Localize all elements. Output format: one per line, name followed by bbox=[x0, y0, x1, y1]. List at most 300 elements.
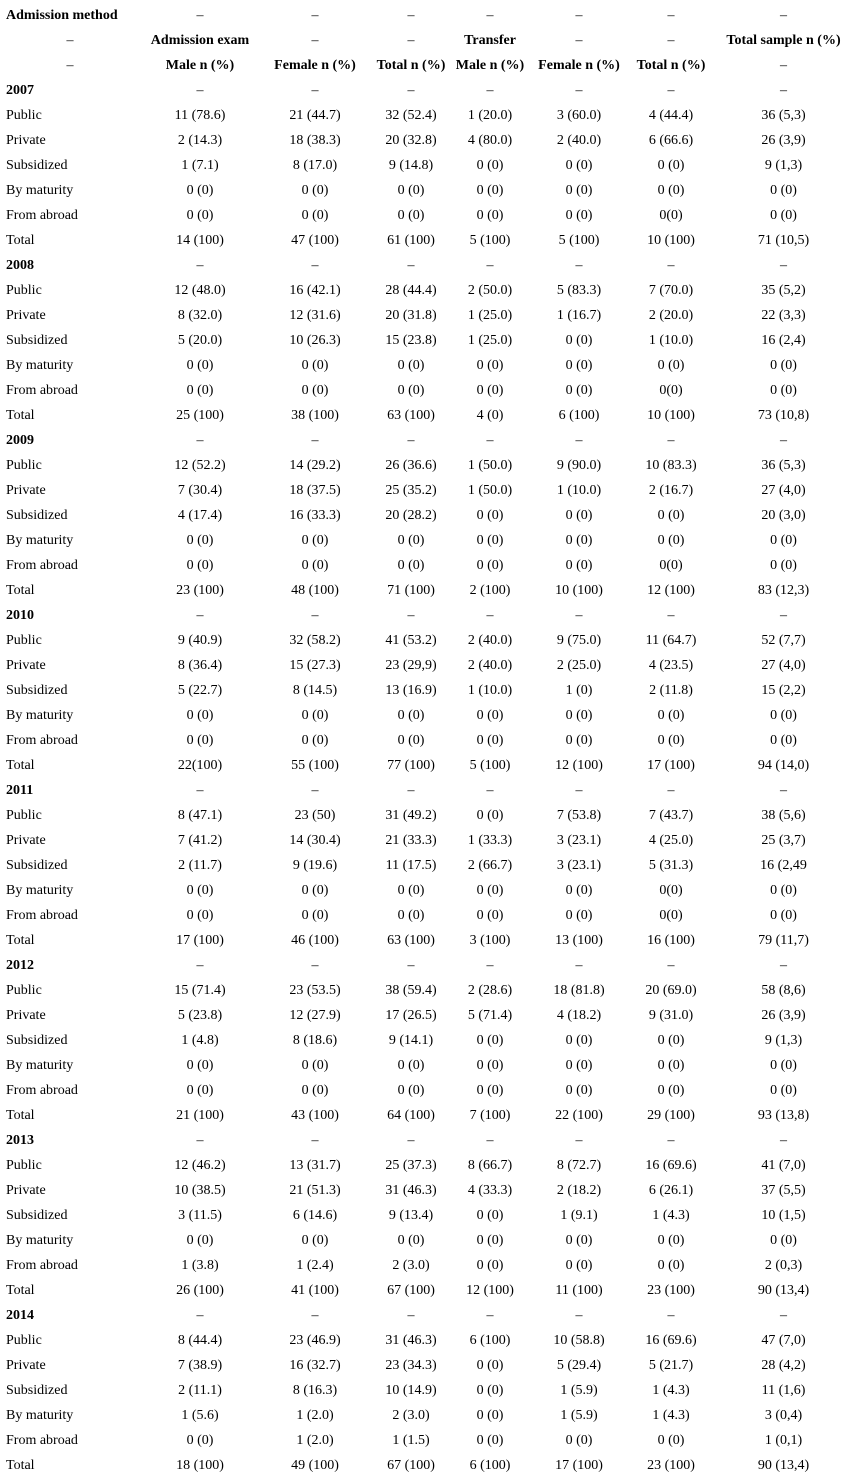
table-row bbox=[0, 178, 855, 203]
table-cell: 0 (0) bbox=[397, 208, 425, 223]
table-cell: 71 (100) bbox=[387, 583, 435, 598]
admissions-table-body bbox=[0, 3, 855, 1478]
table-cell: 29 (100) bbox=[647, 1108, 695, 1123]
table-cell: 0 (0) bbox=[301, 1233, 329, 1248]
header-cell: – bbox=[196, 8, 204, 23]
table-row bbox=[0, 1203, 855, 1228]
row-label-cell: Public bbox=[6, 1333, 42, 1348]
row-label-cell: From abroad bbox=[6, 1258, 78, 1273]
table-cell: – bbox=[311, 783, 319, 798]
table-row bbox=[0, 203, 855, 228]
table-cell: 0 (0) bbox=[397, 733, 425, 748]
table-cell: 22 (100) bbox=[555, 1108, 603, 1123]
table-cell: 10 (100) bbox=[555, 583, 603, 598]
table-row bbox=[0, 578, 855, 603]
table-cell: 4 (44.4) bbox=[648, 108, 694, 123]
table-cell: 0 (0) bbox=[397, 183, 425, 198]
header-cell: Male n (%) bbox=[165, 58, 235, 73]
table-cell: 2 (3.0) bbox=[392, 1258, 430, 1273]
table-row bbox=[0, 478, 855, 503]
table-cell: 0 (0) bbox=[476, 1208, 504, 1223]
table-cell: – bbox=[407, 1133, 415, 1148]
table-cell: 0 (0) bbox=[770, 708, 797, 723]
row-label-cell: Total bbox=[6, 1458, 35, 1473]
table-cell: – bbox=[486, 83, 494, 98]
header-cell: Male n (%) bbox=[455, 58, 525, 73]
table-cell: – bbox=[780, 83, 787, 98]
table-cell: 0 (0) bbox=[476, 1083, 504, 1098]
table-cell: 26 (3,9) bbox=[761, 133, 806, 148]
header-cell: Transfer bbox=[464, 33, 516, 48]
table-cell: 16 (33.3) bbox=[289, 508, 341, 523]
table-cell: 3 (0,4) bbox=[764, 1408, 803, 1423]
table-cell: 1 (5.6) bbox=[181, 1408, 219, 1423]
table-cell: 2 (11.7) bbox=[178, 858, 222, 873]
table-cell: 20 (28.2) bbox=[385, 508, 437, 523]
table-cell: 0 (0) bbox=[565, 208, 593, 223]
table-cell: 9 (75.0) bbox=[556, 633, 602, 648]
table-cell: 5 (22.7) bbox=[177, 683, 223, 698]
table-cell: 63 (100) bbox=[387, 408, 435, 423]
table-cell: 15 (23.8) bbox=[385, 333, 437, 348]
table-cell: 0 (0) bbox=[301, 183, 329, 198]
year-cell: 2012 bbox=[6, 958, 34, 973]
table-cell: 14 (30.4) bbox=[289, 833, 341, 848]
table-cell: – bbox=[575, 608, 583, 623]
table-cell: – bbox=[407, 83, 415, 98]
table-cell: 0 (0) bbox=[186, 183, 214, 198]
row-label-cell: From abroad bbox=[6, 1083, 78, 1098]
table-cell: 12 (46.2) bbox=[174, 1158, 226, 1173]
table-cell: 10 (1,5) bbox=[761, 1208, 806, 1223]
table-cell: 1 (4.3) bbox=[652, 1383, 690, 1398]
table-cell: 0 (0) bbox=[301, 883, 329, 898]
table-cell: 64 (100) bbox=[387, 1108, 435, 1123]
year-cell: 2011 bbox=[6, 783, 34, 798]
header-cell: – bbox=[575, 33, 583, 48]
table-cell: 0(0) bbox=[659, 558, 683, 573]
row-label-cell: Subsidized bbox=[6, 1033, 68, 1048]
table-cell: 0 (0) bbox=[186, 208, 214, 223]
row-label-cell: Public bbox=[6, 458, 42, 473]
table-cell: 1 (2.4) bbox=[296, 1258, 334, 1273]
table-cell: 10 (14.9) bbox=[385, 1383, 437, 1398]
table-cell: 5 (31.3) bbox=[648, 858, 694, 873]
table-cell: – bbox=[575, 958, 583, 973]
table-cell: 0 (0) bbox=[397, 1083, 425, 1098]
table-row bbox=[0, 528, 855, 553]
table-cell: 9 (31.0) bbox=[648, 1008, 694, 1023]
table-cell: 25 (3,7) bbox=[761, 833, 806, 848]
table-cell: 0 (0) bbox=[186, 908, 214, 923]
table-cell: 23 (50) bbox=[294, 808, 336, 823]
table-cell: 20 (69.0) bbox=[645, 983, 697, 998]
row-label-cell: From abroad bbox=[6, 208, 78, 223]
table-cell: 0 (0) bbox=[476, 158, 504, 173]
table-cell: 90 (13,4) bbox=[757, 1283, 810, 1298]
table-cell: 32 (52.4) bbox=[385, 108, 437, 123]
table-row bbox=[0, 153, 855, 178]
table-cell: – bbox=[407, 608, 415, 623]
table-cell: 27 (4,0) bbox=[761, 483, 806, 498]
row-label-cell: Private bbox=[6, 1358, 46, 1373]
table-cell: 2 (50.0) bbox=[467, 283, 513, 298]
table-cell: 10 (100) bbox=[647, 233, 695, 248]
table-cell: 0 (0) bbox=[565, 1433, 593, 1448]
table-cell: 0 (0) bbox=[476, 1033, 504, 1048]
header-row bbox=[0, 28, 855, 53]
table-cell: 12 (31.6) bbox=[289, 308, 341, 323]
table-cell: 0 (0) bbox=[397, 383, 425, 398]
header-cell: – bbox=[486, 8, 494, 23]
year-row bbox=[0, 778, 855, 803]
table-cell: 1 (4.3) bbox=[652, 1208, 690, 1223]
table-cell: 1 (4.3) bbox=[652, 1408, 690, 1423]
table-cell: 2 (20.0) bbox=[648, 308, 694, 323]
table-cell: 0 (0) bbox=[657, 1233, 685, 1248]
table-cell: 12 (52.2) bbox=[174, 458, 226, 473]
table-cell: – bbox=[575, 258, 583, 273]
table-cell: 0 (0) bbox=[770, 1058, 797, 1073]
table-cell: 0 (0) bbox=[565, 708, 593, 723]
row-label-cell: Private bbox=[6, 483, 46, 498]
table-cell: – bbox=[196, 958, 204, 973]
table-cell: 17 (100) bbox=[555, 1458, 603, 1473]
table-cell: 2 (66.7) bbox=[467, 858, 513, 873]
table-cell: 5 (23.8) bbox=[177, 1008, 223, 1023]
table-cell: 0 (0) bbox=[397, 558, 425, 573]
table-cell: 2 (40.0) bbox=[556, 133, 602, 148]
table-cell: 2 (11.1) bbox=[178, 1383, 222, 1398]
row-label-cell: By maturity bbox=[6, 708, 74, 723]
table-cell: – bbox=[667, 958, 675, 973]
table-cell: 5 (21.7) bbox=[648, 1358, 694, 1373]
table-cell: 1 (0,1) bbox=[764, 1433, 803, 1448]
table-cell: 0 (0) bbox=[565, 1258, 593, 1273]
table-cell: 17 (100) bbox=[647, 758, 695, 773]
table-cell: 20 (3,0) bbox=[761, 508, 806, 523]
year-row bbox=[0, 1303, 855, 1328]
table-cell: 0 (0) bbox=[770, 733, 797, 748]
table-cell: 18 (81.8) bbox=[553, 983, 605, 998]
table-cell: 1 (5.9) bbox=[560, 1383, 598, 1398]
header-cell: Female n (%) bbox=[538, 58, 620, 73]
table-cell: 1 (0) bbox=[565, 683, 593, 698]
header-cell: – bbox=[311, 33, 319, 48]
table-cell: 52 (7,7) bbox=[761, 633, 806, 648]
table-cell: 1 (50.0) bbox=[467, 483, 513, 498]
row-label-cell: Public bbox=[6, 1158, 42, 1173]
table-cell: – bbox=[575, 83, 583, 98]
table-cell: 0 (0) bbox=[565, 508, 593, 523]
row-label-cell: Total bbox=[6, 233, 35, 248]
table-cell: 0 (0) bbox=[770, 908, 797, 923]
table-cell: 77 (100) bbox=[387, 758, 435, 773]
year-row bbox=[0, 1128, 855, 1153]
table-cell: 3 (11.5) bbox=[178, 1208, 222, 1223]
row-label-cell: By maturity bbox=[6, 1408, 74, 1423]
table-row bbox=[0, 703, 855, 728]
table-row bbox=[0, 1353, 855, 1378]
table-cell: 25 (37.3) bbox=[385, 1158, 437, 1173]
table-cell: 43 (100) bbox=[291, 1108, 339, 1123]
table-cell: 14 (100) bbox=[176, 233, 224, 248]
year-cell: 2010 bbox=[6, 608, 34, 623]
table-cell: 0 (0) bbox=[770, 533, 797, 548]
table-cell: 6 (100) bbox=[558, 408, 600, 423]
table-cell: 38 (100) bbox=[291, 408, 339, 423]
table-cell: 2 (16.7) bbox=[648, 483, 694, 498]
table-cell: 35 (5,2) bbox=[761, 283, 806, 298]
table-cell: 6 (66.6) bbox=[648, 133, 694, 148]
table-cell: 10 (26.3) bbox=[289, 333, 341, 348]
table-cell: 0 (0) bbox=[657, 733, 685, 748]
table-cell: 73 (10,8) bbox=[757, 408, 810, 423]
table-cell: 9 (13.4) bbox=[388, 1208, 434, 1223]
header-cell: – bbox=[780, 58, 787, 73]
table-row bbox=[0, 1053, 855, 1078]
table-cell: 23 (100) bbox=[647, 1283, 695, 1298]
table-cell: 18 (37.5) bbox=[289, 483, 341, 498]
table-cell: 22 (3,3) bbox=[761, 308, 806, 323]
header-row bbox=[0, 53, 855, 78]
table-cell: 0 (0) bbox=[657, 358, 685, 373]
table-row bbox=[0, 903, 855, 928]
table-row bbox=[0, 628, 855, 653]
table-cell: 23 (46.9) bbox=[289, 1333, 341, 1348]
table-cell: 0 (0) bbox=[397, 1233, 425, 1248]
table-cell: 0 (0) bbox=[770, 358, 797, 373]
table-cell: 4 (0) bbox=[476, 408, 504, 423]
row-label-cell: From abroad bbox=[6, 383, 78, 398]
table-cell: 67 (100) bbox=[387, 1283, 435, 1298]
table-cell: 0 (0) bbox=[397, 908, 425, 923]
table-cell: 13 (16.9) bbox=[385, 683, 437, 698]
table-cell: 0 (0) bbox=[565, 883, 593, 898]
table-cell: 0 (0) bbox=[186, 558, 214, 573]
table-cell: 18 (38.3) bbox=[289, 133, 341, 148]
table-cell: 0 (0) bbox=[476, 1358, 504, 1373]
table-cell: 1 (9.1) bbox=[560, 1208, 598, 1223]
table-cell: 10 (58.8) bbox=[553, 1333, 605, 1348]
table-cell: 2 (40.0) bbox=[467, 633, 513, 648]
table-cell: 8 (44.4) bbox=[177, 1333, 223, 1348]
row-label-cell: Total bbox=[6, 1283, 35, 1298]
header-cell: Admission exam bbox=[150, 33, 250, 48]
row-label-cell: By maturity bbox=[6, 183, 74, 198]
row-label-cell: Public bbox=[6, 283, 42, 298]
table-cell: 0 (0) bbox=[657, 508, 685, 523]
table-cell: – bbox=[575, 783, 583, 798]
table-cell: 16 (69.6) bbox=[645, 1333, 697, 1348]
table-cell: 9 (14.1) bbox=[388, 1033, 434, 1048]
table-cell: 9 (1,3) bbox=[764, 1033, 803, 1048]
table-cell: 25 (35.2) bbox=[385, 483, 437, 498]
table-cell: 8 (14.5) bbox=[292, 683, 338, 698]
table-cell: 1 (2.0) bbox=[296, 1433, 334, 1448]
table-cell: 0 (0) bbox=[565, 1058, 593, 1073]
table-cell: 49 (100) bbox=[291, 1458, 339, 1473]
table-cell: 8 (32.0) bbox=[177, 308, 223, 323]
table-row bbox=[0, 1328, 855, 1353]
table-cell: 0 (0) bbox=[565, 533, 593, 548]
table-cell: – bbox=[196, 83, 204, 98]
table-cell: 9 (90.0) bbox=[556, 458, 602, 473]
table-cell: – bbox=[196, 1308, 204, 1323]
table-cell: 0 (0) bbox=[301, 383, 329, 398]
table-cell: 8 (72.7) bbox=[556, 1158, 602, 1173]
table-cell: 4 (33.3) bbox=[467, 1183, 513, 1198]
table-row bbox=[0, 678, 855, 703]
table-cell: 16 (69.6) bbox=[645, 1158, 697, 1173]
year-row bbox=[0, 428, 855, 453]
table-cell: 2 (28.6) bbox=[467, 983, 513, 998]
table-cell: 1 (20.0) bbox=[467, 108, 513, 123]
table-cell: 0 (0) bbox=[770, 208, 797, 223]
header-cell: – bbox=[575, 8, 583, 23]
table-row bbox=[0, 928, 855, 953]
table-row bbox=[0, 278, 855, 303]
row-label-cell: Total bbox=[6, 1108, 35, 1123]
table-cell: 0 (0) bbox=[476, 1408, 504, 1423]
table-cell: 2 (11.8) bbox=[649, 683, 693, 698]
row-label-cell: From abroad bbox=[6, 908, 78, 923]
table-cell: 0 (0) bbox=[476, 383, 504, 398]
row-label-cell: By maturity bbox=[6, 883, 74, 898]
table-cell: 1 (5.9) bbox=[560, 1408, 598, 1423]
admissions-table bbox=[0, 3, 855, 1478]
table-cell: 1 (7.1) bbox=[181, 158, 219, 173]
table-cell: – bbox=[667, 1133, 675, 1148]
table-cell: 31 (49.2) bbox=[385, 808, 437, 823]
table-cell: – bbox=[667, 783, 675, 798]
table-cell: 8 (36.4) bbox=[177, 658, 223, 673]
table-row bbox=[0, 728, 855, 753]
table-cell: 0 (0) bbox=[657, 533, 685, 548]
table-cell: 0 (0) bbox=[397, 358, 425, 373]
table-cell: 0 (0) bbox=[301, 358, 329, 373]
table-cell: 21 (44.7) bbox=[289, 108, 341, 123]
table-cell: 21 (100) bbox=[176, 1108, 224, 1123]
table-cell: 5 (29.4) bbox=[556, 1358, 602, 1373]
table-cell: 26 (100) bbox=[176, 1283, 224, 1298]
table-cell: 6 (14.6) bbox=[292, 1208, 338, 1223]
year-row bbox=[0, 603, 855, 628]
row-label-cell: Public bbox=[6, 108, 42, 123]
table-cell: – bbox=[407, 958, 415, 973]
table-cell: 0 (0) bbox=[657, 1058, 685, 1073]
table-cell: – bbox=[311, 1308, 319, 1323]
table-cell: 1 (10.0) bbox=[467, 683, 513, 698]
table-cell: 2 (3.0) bbox=[392, 1408, 430, 1423]
table-cell: 0 (0) bbox=[770, 183, 797, 198]
year-cell: 2014 bbox=[6, 1308, 34, 1323]
table-cell: 0 (0) bbox=[301, 208, 329, 223]
table-cell: 67 (100) bbox=[387, 1458, 435, 1473]
row-label-cell: Total bbox=[6, 583, 35, 598]
table-cell: 0 (0) bbox=[476, 1258, 504, 1273]
table-cell: – bbox=[486, 958, 494, 973]
table-cell: 0 (0) bbox=[476, 183, 504, 198]
table-cell: 61 (100) bbox=[387, 233, 435, 248]
table-cell: 0 (0) bbox=[301, 1058, 329, 1073]
table-cell: 0 (0) bbox=[476, 1383, 504, 1398]
table-cell: 0 (0) bbox=[301, 1083, 329, 1098]
table-row bbox=[0, 878, 855, 903]
table-cell: 10 (83.3) bbox=[645, 458, 697, 473]
table-cell: 0 (0) bbox=[186, 1233, 214, 1248]
table-cell: 32 (58.2) bbox=[289, 633, 341, 648]
table-cell: 41 (100) bbox=[291, 1283, 339, 1298]
table-cell: 41 (7,0) bbox=[761, 1158, 806, 1173]
table-cell: 2 (18.2) bbox=[556, 1183, 602, 1198]
header-cell: – bbox=[407, 33, 415, 48]
table-cell: 0 (0) bbox=[565, 158, 593, 173]
table-cell: – bbox=[311, 608, 319, 623]
year-cell: 2013 bbox=[6, 1133, 34, 1148]
table-row bbox=[0, 1178, 855, 1203]
table-cell: 6 (100) bbox=[469, 1458, 511, 1473]
table-cell: 0 (0) bbox=[565, 1033, 593, 1048]
table-cell: 8 (17.0) bbox=[292, 158, 338, 173]
row-label-cell: Public bbox=[6, 983, 42, 998]
header-cell: – bbox=[407, 8, 415, 23]
table-cell: – bbox=[311, 958, 319, 973]
table-cell: 7 (38.9) bbox=[177, 1358, 223, 1373]
table-cell: 10 (100) bbox=[647, 408, 695, 423]
table-cell: 0 (0) bbox=[657, 158, 685, 173]
table-cell: – bbox=[575, 1308, 583, 1323]
table-cell: 16 (100) bbox=[647, 933, 695, 948]
table-cell: 0 (0) bbox=[565, 358, 593, 373]
row-label-cell: Subsidized bbox=[6, 1208, 68, 1223]
table-cell: 0 (0) bbox=[476, 908, 504, 923]
table-cell: 0 (0) bbox=[397, 533, 425, 548]
table-cell: 0 (0) bbox=[301, 533, 329, 548]
table-cell: 0 (0) bbox=[186, 733, 214, 748]
table-cell: 16 (2,4) bbox=[761, 333, 806, 348]
table-cell: 15 (27.3) bbox=[289, 658, 341, 673]
table-cell: 0(0) bbox=[659, 383, 683, 398]
table-cell: – bbox=[780, 1308, 787, 1323]
table-cell: 31 (46.3) bbox=[385, 1183, 437, 1198]
table-cell: 83 (12,3) bbox=[757, 583, 810, 598]
table-cell: 94 (14,0) bbox=[757, 758, 810, 773]
table-cell: 0 (0) bbox=[770, 1233, 797, 1248]
table-cell: 13 (100) bbox=[555, 933, 603, 948]
year-row bbox=[0, 953, 855, 978]
table-cell: 46 (100) bbox=[291, 933, 339, 948]
table-cell: 8 (47.1) bbox=[177, 808, 223, 823]
table-row bbox=[0, 503, 855, 528]
table-row bbox=[0, 378, 855, 403]
table-cell: 47 (7,0) bbox=[761, 1333, 806, 1348]
table-row bbox=[0, 978, 855, 1003]
year-cell: 2007 bbox=[6, 83, 34, 98]
table-cell: 0 (0) bbox=[476, 1058, 504, 1073]
table-row bbox=[0, 553, 855, 578]
table-cell: 15 (71.4) bbox=[174, 983, 226, 998]
table-cell: 1 (1.5) bbox=[392, 1433, 430, 1448]
table-cell: 3 (23.1) bbox=[556, 833, 602, 848]
table-cell: 31 (46.3) bbox=[385, 1333, 437, 1348]
table-cell: – bbox=[196, 433, 204, 448]
year-row bbox=[0, 78, 855, 103]
table-cell: 1 (10.0) bbox=[556, 483, 602, 498]
table-cell: 27 (4,0) bbox=[761, 658, 806, 673]
table-cell: 10 (38.5) bbox=[174, 1183, 226, 1198]
table-cell: 0 (0) bbox=[565, 733, 593, 748]
